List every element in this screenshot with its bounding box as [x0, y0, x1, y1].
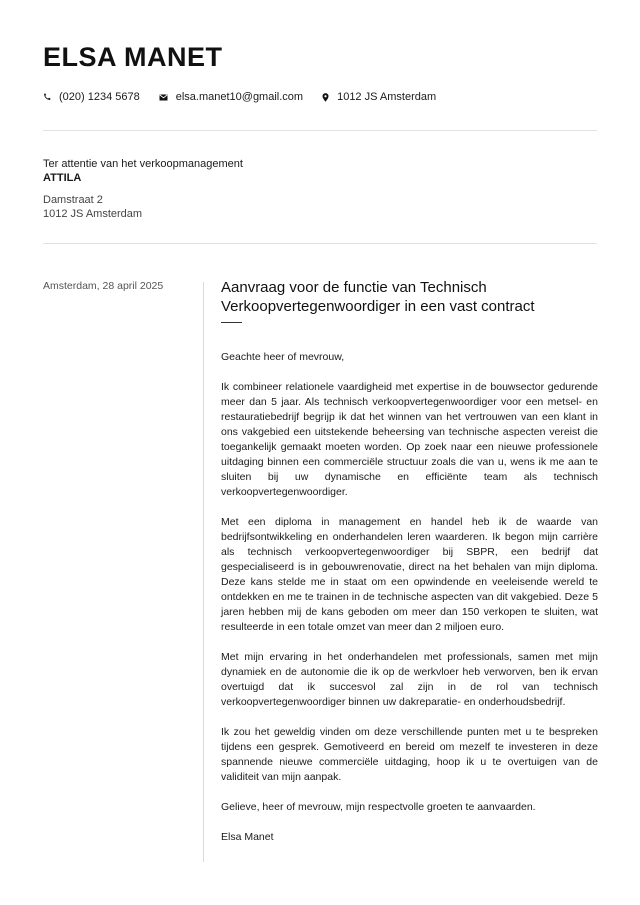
recipient-divider: [43, 243, 597, 244]
contact-bar: [43, 91, 455, 103]
address-street: Damstraat 2: [43, 194, 103, 206]
contact-phone[interactable]: [43, 91, 140, 103]
subject-underline: [221, 322, 242, 323]
location-text: 1012 JS Amsterdam: [337, 91, 437, 103]
location-pin-icon: [322, 93, 329, 102]
paragraph-1: Ik combineer relationele vaardigheid met expertise in de bouwsector gedurende meer dan 5 jaar. Als technisch verkoopvertegenwoordiger voor een metsel- en restauratiebedrijf begrijp ik dat het winnen van het vertrouwen van een klant in ons vakgebied een uitstekende beheersing van technische aspecten vereist die toegankelijk gemaakt moeten worden. Op zoek naar een nieuwe professionele uitdaging binnen een commerciële structuur zoals die van u, wens ik me aan te sluiten bij uw dynamische en efficiënte team als technisch verkoopvertegenwoordiger.: [221, 381, 598, 498]
phone-text: (020) 1234 5678: [59, 91, 140, 103]
paragraph-2: Met een diploma in management en handel heb ik de waarde van bedrijfsontwikkeling en onderhandelen leren waarderen. Ik begon mijn carrière als technisch verkoopvertegenwoordiger bij SBPR, een bedrijf dat gespecialiseerd is in gebouwrenovatie, direct na het behalen van mijn diploma. Deze kans stelde me in staat om een opwindende en veeleisende wereld te ontdekken en me te trainen in de technische aspecten van dit vakgebied. Deze 5 jaren hebben mij de kans geboden om meer dan 150 verkopen te sluiten, wat resulteerde in een totale omzet van meer dan 2 miljoen euro.: [221, 516, 598, 633]
recipient-company: ATTILA: [43, 172, 82, 184]
recipient-block: [43, 157, 243, 185]
closing: Gelieve, heer of mevrouw, mijn respectvolle groeten te aanvaarden.: [221, 801, 536, 813]
phone-icon: [43, 93, 51, 101]
header-divider: [43, 130, 597, 131]
letter-main: [221, 278, 598, 845]
contact-email[interactable]: [159, 91, 303, 103]
letter-subject: Aanvraag voor de functie van Technisch Verkoopvertegenwoordiger in een vast contract: [221, 279, 535, 315]
letter-date: Amsterdam, 28 april 2025: [43, 280, 164, 292]
paragraph-3: Met mijn ervaring in het onderhandelen met professionals, samen met mijn dynamiek en de autonomie die ik op de werkvloer heb verworven, ben ik ervan overtuigd dat ik succesvol zal zijn in de rol van technisch verkoopvertegenwoordiger binnen uw dakreparatie- en onderhoudsbedrijf.: [221, 651, 598, 708]
signature: Elsa Manet: [221, 831, 274, 843]
recipient-address: [43, 193, 142, 221]
salutation: Geachte heer of mevrouw,: [221, 351, 345, 363]
applicant-name: ELSA MANET: [43, 42, 223, 72]
address-city: 1012 JS Amsterdam: [43, 208, 143, 220]
column-divider: [203, 282, 204, 862]
email-text: elsa.manet10@gmail.com: [175, 91, 304, 103]
paragraph-4: Ik zou het geweldig vinden om deze verschillende punten met u te bespreken tijdens een gesprek. Gemotiveerd en bereid om mezelf te investeren in deze spannende nieuwe commerciële uitdaging, hoop ik u te overtuigen van de validiteit van mijn aanpak.: [221, 726, 598, 783]
contact-location: [322, 91, 436, 103]
mail-icon: [159, 94, 168, 101]
recipient-attention: Ter attentie van het verkoopmanagement: [43, 158, 243, 170]
letter-body: [221, 350, 598, 845]
